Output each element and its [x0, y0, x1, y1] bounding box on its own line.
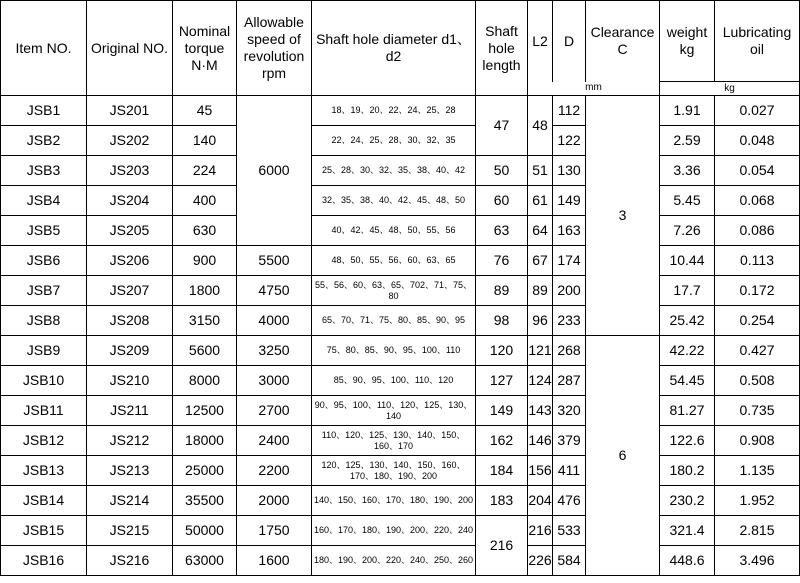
cell-item-no: JSB11: [1, 396, 87, 426]
cell-shaft-diameter: 32、35、38、40、42、45、48、50: [312, 186, 476, 216]
table-row: [1, 366, 800, 396]
cell-weight: 448.6: [660, 546, 715, 576]
cell-torque: 900: [173, 246, 237, 276]
cell-l2: 64: [528, 216, 553, 246]
cell-shaft-length: 120: [476, 336, 528, 366]
cell-shaft-length: 98: [476, 306, 528, 336]
cell-l2: 67: [528, 246, 553, 276]
cell-oil: 0.172: [715, 276, 800, 306]
table-row: [1, 156, 800, 186]
cell-item-no: JSB4: [1, 186, 87, 216]
cell-d: 122: [553, 126, 586, 156]
cell-d: 112: [553, 96, 586, 126]
cell-shaft-length: 184: [476, 456, 528, 486]
cell-weight: 2.59: [660, 126, 715, 156]
cell-torque: 140: [173, 126, 237, 156]
header-original-no: Original NO.: [87, 1, 173, 96]
cell-oil: 0.086: [715, 216, 800, 246]
cell-oil: 1.952: [715, 486, 800, 516]
cell-shaft-length: 216: [476, 516, 528, 576]
unit-mm: mm: [528, 82, 660, 96]
cell-shaft-diameter: 55、56、60、63、65、702、71、75、80: [312, 276, 476, 306]
cell-shaft-diameter: 90、95、100、110、120、125、130、140: [312, 396, 476, 426]
cell-item-no: JSB9: [1, 336, 87, 366]
cell-item-no: JSB13: [1, 456, 87, 486]
cell-original-no: JS208: [87, 306, 173, 336]
cell-d: 379: [553, 426, 586, 456]
cell-torque: 400: [173, 186, 237, 216]
cell-l2: 121: [528, 336, 553, 366]
cell-torque: 63000: [173, 546, 237, 576]
cell-original-no: JS202: [87, 126, 173, 156]
cell-weight: 180.2: [660, 456, 715, 486]
cell-shaft-diameter: 65、70、71、75、80、85、90、95: [312, 306, 476, 336]
cell-weight: 81.27: [660, 396, 715, 426]
cell-d: 287: [553, 366, 586, 396]
cell-oil: 0.027: [715, 96, 800, 126]
cell-shaft-diameter: 75、80、85、90、95、100、110: [312, 336, 476, 366]
table-row: [1, 96, 800, 126]
header-lubricating-oil: Lubricating oil: [715, 1, 800, 82]
cell-weight: 54.45: [660, 366, 715, 396]
cell-oil: 0.508: [715, 366, 800, 396]
cell-d: 320: [553, 396, 586, 426]
cell-item-no: JSB7: [1, 276, 87, 306]
cell-oil: 0.113: [715, 246, 800, 276]
cell-original-no: JS214: [87, 486, 173, 516]
cell-shaft-diameter: 110、120、125、130、140、150、160、170: [312, 426, 476, 456]
header-shaft-hole-diameter: Shaft hole diameter d1、 d2: [312, 1, 476, 96]
cell-oil: 0.254: [715, 306, 800, 336]
cell-torque: 5600: [173, 336, 237, 366]
cell-l2: 146: [528, 426, 553, 456]
cell-d: 476: [553, 486, 586, 516]
cell-speed: 6000: [237, 96, 312, 246]
cell-original-no: JS206: [87, 246, 173, 276]
table-row: [1, 456, 800, 486]
cell-l2: 216: [528, 516, 553, 546]
table-row: [1, 246, 800, 276]
cell-torque: 12500: [173, 396, 237, 426]
header-shaft-hole-length: Shaft hole length: [476, 1, 528, 96]
cell-shaft-diameter: 40、42、45、48、50、55、56: [312, 216, 476, 246]
cell-d: 411: [553, 456, 586, 486]
cell-weight: 3.36: [660, 156, 715, 186]
table-row: [1, 216, 800, 246]
cell-shaft-length: 76: [476, 246, 528, 276]
cell-speed: 5500: [237, 246, 312, 276]
table-row: [1, 546, 800, 576]
cell-item-no: JSB6: [1, 246, 87, 276]
cell-speed: 2000: [237, 486, 312, 516]
cell-shaft-length: 60: [476, 186, 528, 216]
cell-torque: 224: [173, 156, 237, 186]
cell-original-no: JS203: [87, 156, 173, 186]
cell-weight: 17.7: [660, 276, 715, 306]
table-row: [1, 126, 800, 156]
cell-l2: 61: [528, 186, 553, 216]
header-l2: L2: [528, 1, 553, 82]
cell-weight: 321.4: [660, 516, 715, 546]
cell-speed: 1750: [237, 516, 312, 546]
cell-original-no: JS212: [87, 426, 173, 456]
cell-oil: 0.908: [715, 426, 800, 456]
cell-item-no: JSB5: [1, 216, 87, 246]
cell-torque: 3150: [173, 306, 237, 336]
cell-original-no: JS213: [87, 456, 173, 486]
cell-shaft-diameter: 25、28、30、32、35、38、40、42: [312, 156, 476, 186]
header-d: D: [553, 1, 586, 82]
cell-l2: 51: [528, 156, 553, 186]
cell-oil: 3.496: [715, 546, 800, 576]
header-clearance: Clearance C: [586, 1, 660, 82]
cell-l2: 124: [528, 366, 553, 396]
table-row: [1, 516, 800, 546]
header-allowable-speed: Allowable speed of revolution rpm: [237, 1, 312, 96]
cell-l2: 143: [528, 396, 553, 426]
cell-shaft-diameter: 85、90、95、100、110、120: [312, 366, 476, 396]
cell-shaft-length: 127: [476, 366, 528, 396]
cell-d: 200: [553, 276, 586, 306]
cell-speed: 3000: [237, 366, 312, 396]
table-row: [1, 426, 800, 456]
cell-d: 174: [553, 246, 586, 276]
cell-weight: 5.45: [660, 186, 715, 216]
cell-shaft-length: 47: [476, 96, 528, 156]
cell-oil: 0.068: [715, 186, 800, 216]
cell-clearance: 6: [586, 336, 660, 576]
cell-l2: 226: [528, 546, 553, 576]
cell-original-no: JS211: [87, 396, 173, 426]
cell-shaft-diameter: 160、170、180、190、200、220、240: [312, 516, 476, 546]
cell-d: 533: [553, 516, 586, 546]
cell-original-no: JS209: [87, 336, 173, 366]
cell-original-no: JS204: [87, 186, 173, 216]
cell-speed: 4750: [237, 276, 312, 306]
cell-item-no: JSB15: [1, 516, 87, 546]
cell-oil: 0.048: [715, 126, 800, 156]
cell-torque: 50000: [173, 516, 237, 546]
cell-oil: 2.815: [715, 516, 800, 546]
table-row: [1, 306, 800, 336]
cell-torque: 35500: [173, 486, 237, 516]
cell-shaft-length: 183: [476, 486, 528, 516]
cell-item-no: JSB14: [1, 486, 87, 516]
cell-weight: 10.44: [660, 246, 715, 276]
cell-torque: 1800: [173, 276, 237, 306]
cell-l2: 48: [528, 96, 553, 156]
unit-kg: kg: [660, 82, 800, 96]
cell-shaft-diameter: 48、50、55、56、60、63、65: [312, 246, 476, 276]
cell-shaft-diameter: 180、190、200、220、240、250、260: [312, 546, 476, 576]
cell-item-no: JSB8: [1, 306, 87, 336]
cell-d: 584: [553, 546, 586, 576]
cell-d: 130: [553, 156, 586, 186]
cell-oil: 0.054: [715, 156, 800, 186]
cell-torque: 18000: [173, 426, 237, 456]
cell-original-no: JS216: [87, 546, 173, 576]
cell-weight: 122.6: [660, 426, 715, 456]
table-row: [1, 396, 800, 426]
cell-original-no: JS201: [87, 96, 173, 126]
cell-original-no: JS210: [87, 366, 173, 396]
cell-speed: 2200: [237, 456, 312, 486]
cell-d: 149: [553, 186, 586, 216]
cell-weight: 25.42: [660, 306, 715, 336]
cell-shaft-length: 50: [476, 156, 528, 186]
cell-d: 268: [553, 336, 586, 366]
cell-l2: 204: [528, 486, 553, 516]
cell-original-no: JS205: [87, 216, 173, 246]
cell-weight: 42.22: [660, 336, 715, 366]
cell-item-no: JSB10: [1, 366, 87, 396]
cell-item-no: JSB1: [1, 96, 87, 126]
cell-shaft-length: 89: [476, 276, 528, 306]
cell-d: 233: [553, 306, 586, 336]
cell-torque: 630: [173, 216, 237, 246]
cell-speed: 1600: [237, 546, 312, 576]
cell-shaft-diameter: 18、19、20、22、24、25、28: [312, 96, 476, 126]
cell-original-no: JS207: [87, 276, 173, 306]
cell-item-no: JSB2: [1, 126, 87, 156]
cell-d: 163: [553, 216, 586, 246]
cell-shaft-diameter: 140、150、160、170、180、190、200: [312, 486, 476, 516]
cell-shaft-diameter: 22、24、25、28、30、32、35: [312, 126, 476, 156]
cell-torque: 8000: [173, 366, 237, 396]
table-row: [1, 186, 800, 216]
cell-speed: 3250: [237, 336, 312, 366]
cell-l2: 96: [528, 306, 553, 336]
table-row: [1, 336, 800, 366]
cell-speed: 2400: [237, 426, 312, 456]
header-nominal-torque: Nominal torque N·M: [173, 1, 237, 96]
cell-clearance: 3: [586, 96, 660, 336]
cell-oil: 0.427: [715, 336, 800, 366]
cell-speed: 2700: [237, 396, 312, 426]
cell-item-no: JSB12: [1, 426, 87, 456]
cell-shaft-length: 149: [476, 396, 528, 426]
cell-original-no: JS215: [87, 516, 173, 546]
cell-weight: 230.2: [660, 486, 715, 516]
cell-shaft-length: 63: [476, 216, 528, 246]
cell-speed: 4000: [237, 306, 312, 336]
cell-weight: 1.91: [660, 96, 715, 126]
cell-shaft-diameter: 120、125、130、140、150、160、170、180、190、200: [312, 456, 476, 486]
table-row: [1, 486, 800, 516]
cell-weight: 7.26: [660, 216, 715, 246]
cell-l2: 156: [528, 456, 553, 486]
header-item-no: Item NO.: [1, 1, 87, 96]
cell-item-no: JSB3: [1, 156, 87, 186]
cell-oil: 1.135: [715, 456, 800, 486]
table-row: [1, 276, 800, 306]
cell-item-no: JSB16: [1, 546, 87, 576]
cell-oil: 0.735: [715, 396, 800, 426]
cell-l2: 89: [528, 276, 553, 306]
header-weight: weight kg: [660, 1, 715, 82]
cell-torque: 25000: [173, 456, 237, 486]
cell-shaft-length: 162: [476, 426, 528, 456]
cell-torque: 45: [173, 96, 237, 126]
